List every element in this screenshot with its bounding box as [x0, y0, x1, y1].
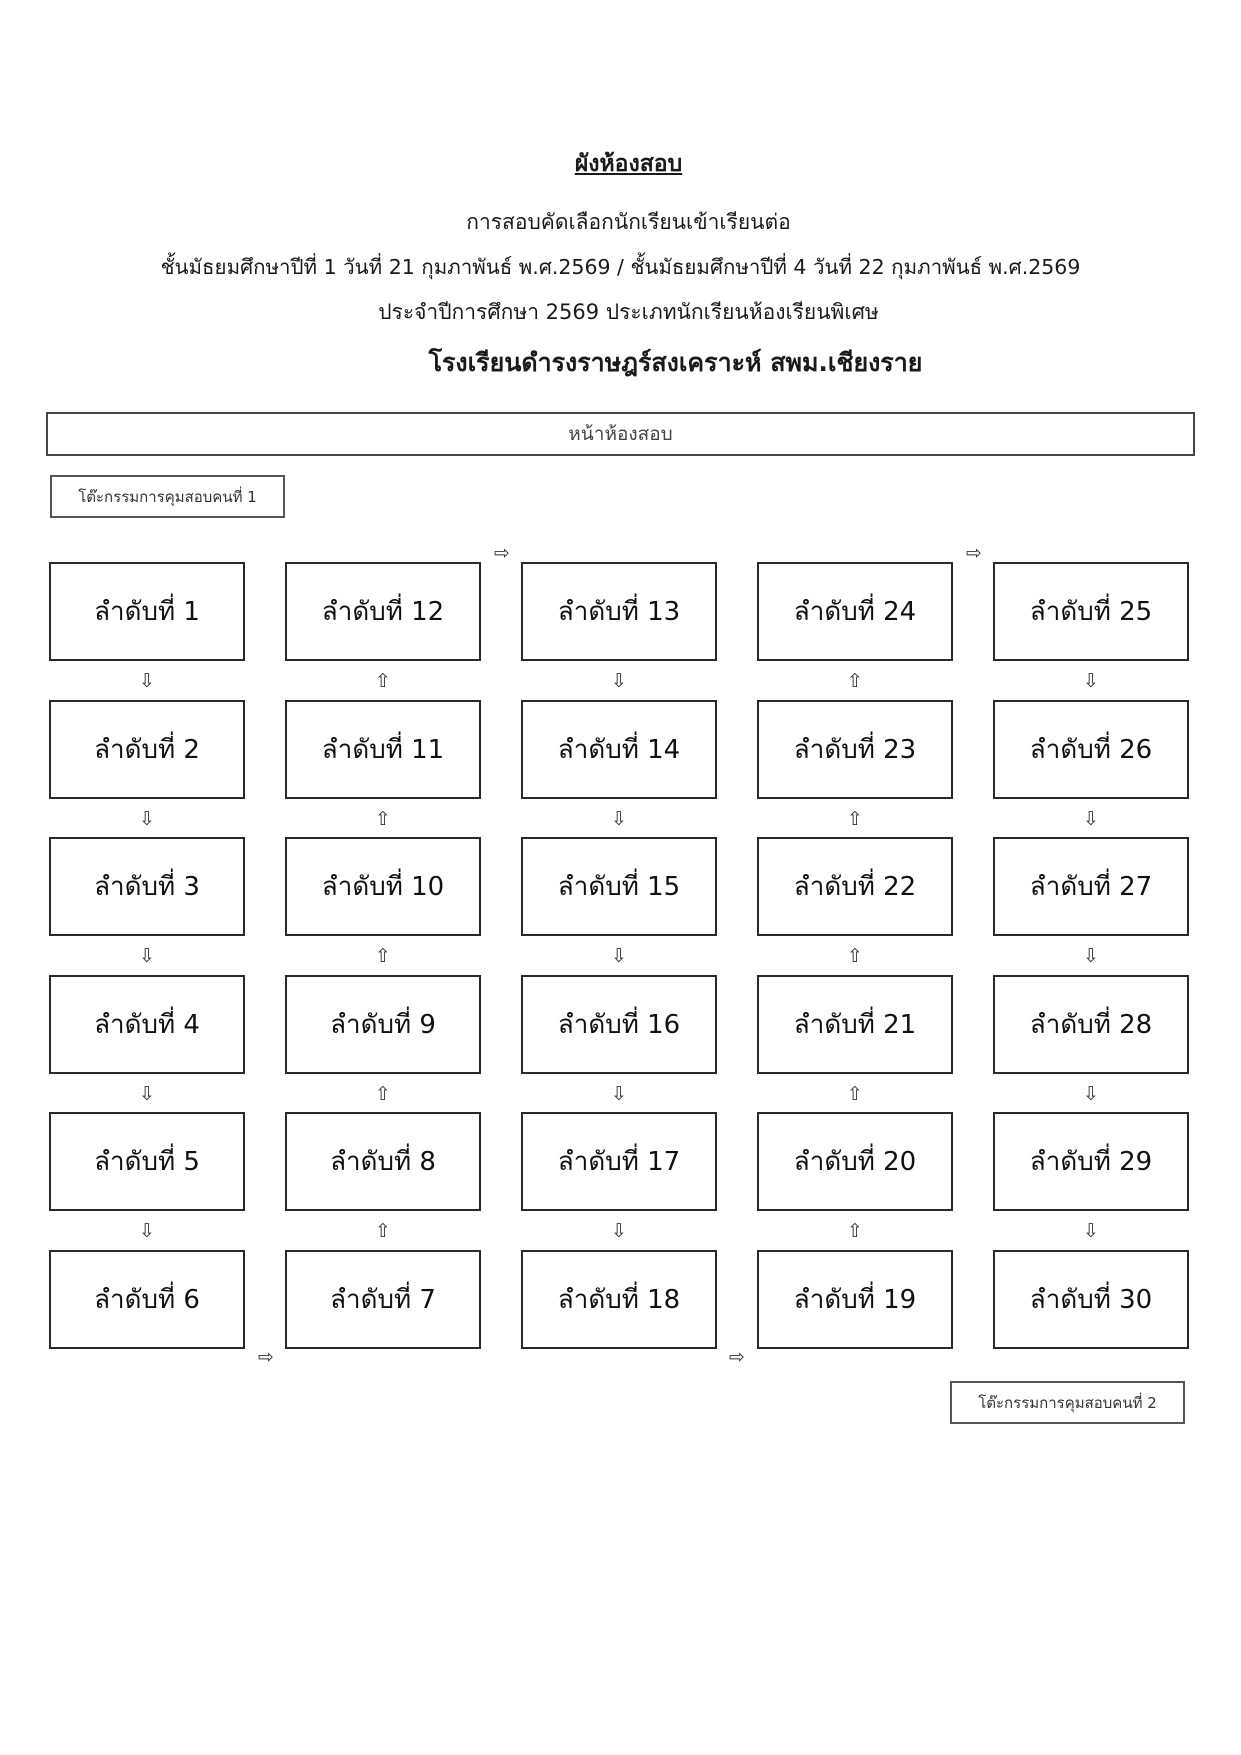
seat-14: ลำดับที่ 14 [521, 700, 717, 799]
up-arrow-icon: ⇧ [847, 1219, 863, 1242]
seat-16: ลำดับที่ 16 [521, 975, 717, 1074]
school-name: โรงเรียนดำรงราษฎร์สงเคราะห์ สพม.เชียงราย [428, 348, 923, 377]
seat-27: ลำดับที่ 27 [993, 837, 1189, 936]
seat-24: ลำดับที่ 24 [757, 562, 953, 661]
seat-19: ลำดับที่ 19 [757, 1250, 953, 1349]
subtitle-exam: การสอบคัดเลือกนักเรียนเข้าเรียนต่อ [466, 210, 791, 234]
seat-29: ลำดับที่ 29 [993, 1112, 1189, 1211]
seat-6: ลำดับที่ 6 [49, 1250, 245, 1349]
room-front-label: หน้าห้องสอบ [46, 412, 1195, 456]
down-arrow-icon: ⇩ [1083, 669, 1099, 692]
seat-26: ลำดับที่ 26 [993, 700, 1189, 799]
right-arrow-icon: ⇨ [966, 541, 982, 564]
seat-9: ลำดับที่ 9 [285, 975, 481, 1074]
seat-30: ลำดับที่ 30 [993, 1250, 1189, 1349]
right-arrow-icon: ⇨ [258, 1345, 274, 1368]
down-arrow-icon: ⇩ [611, 807, 627, 830]
up-arrow-icon: ⇧ [847, 944, 863, 967]
right-arrow-icon: ⇨ [729, 1345, 745, 1368]
subtitle-year-type: ประจำปีการศึกษา 2569 ประเภทนักเรียนห้องเรียนพิเศษ [378, 300, 879, 324]
up-arrow-icon: ⇧ [375, 1219, 391, 1242]
down-arrow-icon: ⇩ [1083, 944, 1099, 967]
down-arrow-icon: ⇩ [1083, 807, 1099, 830]
down-arrow-icon: ⇩ [139, 1219, 155, 1242]
seat-13: ลำดับที่ 13 [521, 562, 717, 661]
up-arrow-icon: ⇧ [375, 1082, 391, 1105]
seat-15: ลำดับที่ 15 [521, 837, 717, 936]
seat-17: ลำดับที่ 17 [521, 1112, 717, 1211]
seat-3: ลำดับที่ 3 [49, 837, 245, 936]
down-arrow-icon: ⇩ [139, 944, 155, 967]
seat-11: ลำดับที่ 11 [285, 700, 481, 799]
proctor-desk-2: โต๊ะกรรมการคุมสอบคนที่ 2 [950, 1381, 1185, 1424]
down-arrow-icon: ⇩ [611, 1219, 627, 1242]
down-arrow-icon: ⇩ [611, 944, 627, 967]
up-arrow-icon: ⇧ [375, 807, 391, 830]
up-arrow-icon: ⇧ [847, 669, 863, 692]
subtitle-dates: ชั้นมัธยมศึกษาปีที่ 1 วันที่ 21 กุมภาพันธ์ พ.ศ.2569 / ชั้นมัธยมศึกษาปีที่ 4 วันที่ 22 กุมภาพันธ์ พ.ศ.2569 [160, 255, 1081, 279]
down-arrow-icon: ⇩ [1083, 1082, 1099, 1105]
up-arrow-icon: ⇧ [847, 807, 863, 830]
down-arrow-icon: ⇩ [139, 669, 155, 692]
down-arrow-icon: ⇩ [139, 1082, 155, 1105]
down-arrow-icon: ⇩ [1083, 1219, 1099, 1242]
down-arrow-icon: ⇩ [611, 669, 627, 692]
up-arrow-icon: ⇧ [375, 944, 391, 967]
seat-20: ลำดับที่ 20 [757, 1112, 953, 1211]
seat-1: ลำดับที่ 1 [49, 562, 245, 661]
seat-2: ลำดับที่ 2 [49, 700, 245, 799]
seat-7: ลำดับที่ 7 [285, 1250, 481, 1349]
down-arrow-icon: ⇩ [139, 807, 155, 830]
seat-4: ลำดับที่ 4 [49, 975, 245, 1074]
seat-22: ลำดับที่ 22 [757, 837, 953, 936]
seat-10: ลำดับที่ 10 [285, 837, 481, 936]
seat-25: ลำดับที่ 25 [993, 562, 1189, 661]
seat-8: ลำดับที่ 8 [285, 1112, 481, 1211]
seat-12: ลำดับที่ 12 [285, 562, 481, 661]
right-arrow-icon: ⇨ [494, 541, 510, 564]
down-arrow-icon: ⇩ [611, 1082, 627, 1105]
seat-5: ลำดับที่ 5 [49, 1112, 245, 1211]
page-title: ผังห้องสอบ [574, 151, 683, 177]
proctor-desk-1: โต๊ะกรรมการคุมสอบคนที่ 1 [50, 475, 285, 518]
seat-18: ลำดับที่ 18 [521, 1250, 717, 1349]
seat-23: ลำดับที่ 23 [757, 700, 953, 799]
up-arrow-icon: ⇧ [847, 1082, 863, 1105]
up-arrow-icon: ⇧ [375, 669, 391, 692]
seat-21: ลำดับที่ 21 [757, 975, 953, 1074]
seat-28: ลำดับที่ 28 [993, 975, 1189, 1074]
